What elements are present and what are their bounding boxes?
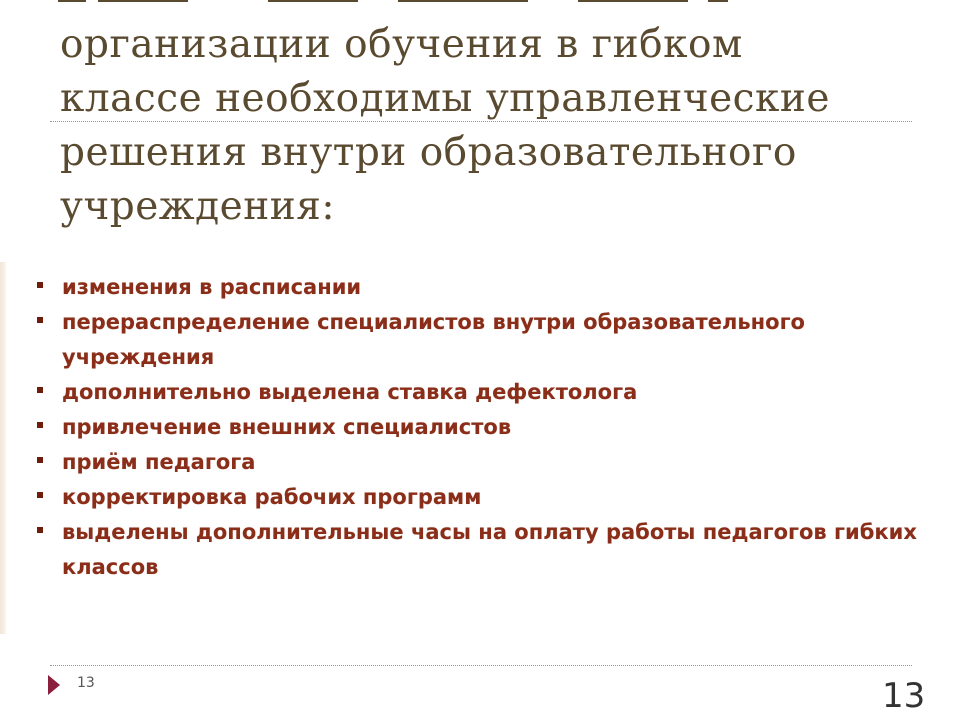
- list-item-text: перераспределение специалистов внутри образовательного учреждения: [62, 310, 805, 369]
- title-line: учреждения:: [60, 184, 335, 229]
- title-line: решения внутри образовательного: [60, 130, 797, 175]
- title-line: организации обучения в гибком: [60, 22, 743, 67]
- slide-title: [60, 18, 880, 234]
- list-item: [34, 375, 924, 410]
- bullet-square-icon: [37, 422, 43, 428]
- bullet-square-icon: [37, 457, 43, 463]
- list-item: [34, 270, 924, 305]
- bullet-square-icon: [37, 387, 43, 393]
- footer-slide-number: 13: [77, 675, 95, 691]
- decision-list: [34, 270, 924, 585]
- list-item-text: привлечение внешних специалистов: [62, 415, 512, 439]
- list-item-text: изменения в расписании: [62, 275, 362, 299]
- list-item: [34, 305, 924, 375]
- list-item-text: дополнительно выделена ставка дефектолога: [62, 380, 638, 404]
- bullet-square-icon: [37, 527, 43, 533]
- slide-number: 13: [882, 676, 926, 716]
- title-divider: [50, 121, 912, 122]
- list-item-text: корректировка рабочих программ: [62, 485, 482, 509]
- list-item: [34, 480, 924, 515]
- cropped-title-remnant: [58, 0, 758, 4]
- bullet-square-icon: [37, 317, 43, 323]
- bullet-square-icon: [37, 282, 43, 288]
- list-item: [34, 410, 924, 445]
- footer-divider: [50, 665, 912, 666]
- bullet-square-icon: [37, 492, 43, 498]
- list-item: [34, 445, 924, 480]
- list-item-text: приём педагога: [62, 450, 256, 474]
- triangle-right-icon: [48, 675, 60, 695]
- list-item-text: выделены дополнительные часы на оплату работы педагогов гибких классов: [62, 520, 917, 579]
- title-line: классе необходимы управленческие: [60, 76, 830, 121]
- list-item: [34, 515, 924, 585]
